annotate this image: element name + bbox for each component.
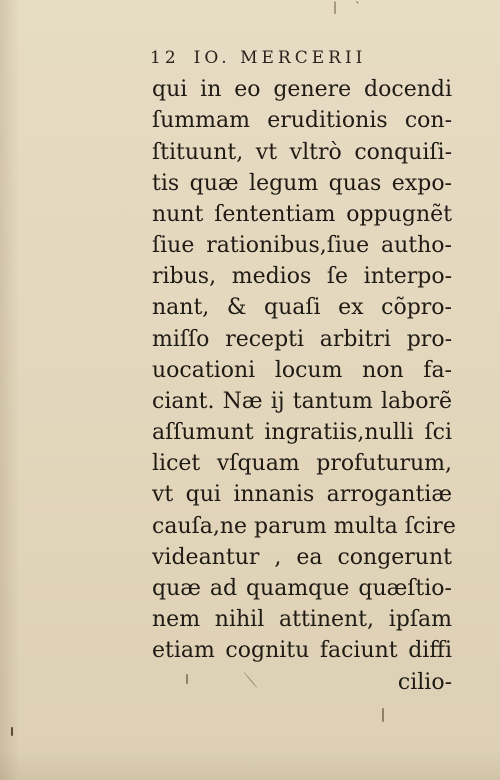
paper-mark: | [333, 0, 338, 14]
text-line: videantur , ea congerunt [152, 545, 452, 570]
running-head [150, 48, 366, 68]
text-line: aſſumunt ingratiis,nulli ſci [152, 420, 452, 445]
text-line: uocationi locum non fa- [152, 358, 452, 383]
text-line: nem nihil attinent, ipſam [152, 607, 452, 632]
text-line: licet vſquam profuturum, [152, 451, 452, 476]
text-line: ciant. Næ ij tantum laborẽ [152, 389, 452, 414]
text-line: ſtituunt, vt vltrò conquiſi- [152, 140, 452, 165]
page-bottom-shadow [0, 750, 500, 780]
text-line: ſiue rationibus,ſiue autho- [152, 233, 452, 258]
text-line: cilio- [397, 670, 452, 695]
page-gutter-shadow [0, 0, 20, 780]
text-line: cauſa,ne parum multa ſcire [152, 514, 456, 539]
text-line: qui in eo genere docendi [152, 77, 452, 102]
text-line: ribus, medios ſe interpo- [152, 264, 452, 289]
text-line: nant, & quaſi ex cõpro- [152, 295, 452, 320]
text-line: etiam cognitu faciunt diffi [152, 638, 452, 663]
text-line: vt qui innanis arrogantiæ [152, 482, 452, 507]
page-number: 12 [150, 48, 180, 68]
text-line: tis quæ legum quas expo- [152, 171, 452, 196]
paper-speck [382, 708, 384, 722]
text-line: ſummam eruditionis con- [152, 108, 452, 133]
paper-mark: ` [355, 0, 361, 14]
paper-speck [11, 727, 13, 736]
text-line: quæ ad quamque quæſtio- [152, 576, 452, 601]
running-head-title: IO. MERCERII [193, 48, 367, 68]
text-line: nunt ſententiam oppugnẽt [152, 202, 452, 227]
text-line: miſſo recepti arbitri pro- [152, 327, 452, 352]
